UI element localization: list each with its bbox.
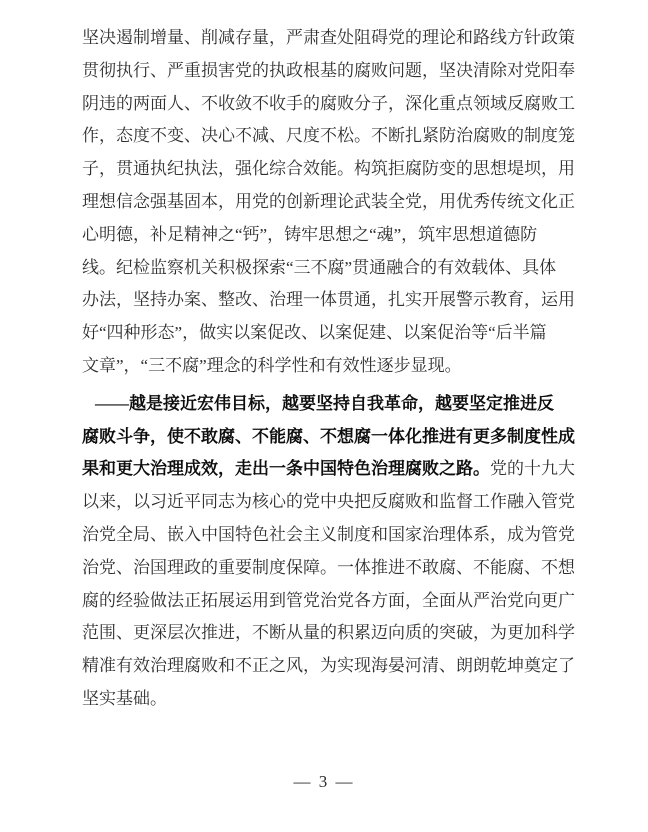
text-line: 贯彻执行、严重损害党的执政根基的腐败问题，坚决清除对党阳奉: [82, 60, 575, 80]
paragraph-2: [82, 388, 582, 716]
regular-segment: 党的十九大: [490, 459, 575, 479]
text-line: 范围、更深层次推进，不断从量的积累迈向质的突破，为更加科学: [82, 623, 575, 643]
text-line: 治党全局、嵌入中国特色社会主义制度和国家治理体系，成为管党: [82, 524, 575, 544]
text-line: 理想信念强基固本，用党的创新理论武装全党，用优秀传统文化正: [82, 191, 575, 211]
text-line: 精准有效治理腐败和不正之风，为实现海晏河清、朗朗乾坤奠定了: [82, 656, 575, 676]
text-line: 坚决遏制增量、削减存量，严肃查处阻碍党的理论和路线方针政策: [82, 28, 575, 47]
text-line-mixed: [82, 453, 582, 486]
text-line: 治党、治国理政的重要制度保障。一体推进不敢腐、不能腐、不想: [82, 557, 575, 577]
text-line: 子，贯通执纪执法，强化综合效能。构筑拒腐防变的思想堤坝，用: [82, 159, 575, 179]
document-content: [82, 22, 582, 716]
text-line: 好“四种形态”，做实以案促改、以案促建、以案促治等“后半篇: [82, 323, 547, 343]
text-line-bold: 腐败斗争，使不敢腐、不能腐、不想腐一体化推进有更多制度性成: [82, 426, 575, 446]
text-line: 阴违的两面人、不收敛不收手的腐败分子，深化重点领域反腐败工: [82, 93, 575, 113]
bold-segment: 果和更大治理成效，走出一条中国特色治理腐败之路。: [82, 459, 490, 479]
paragraph-1: [82, 22, 582, 383]
text-line: 办法，坚持办案、整改、治理一体贯通，扎实开展警示教育，运用: [82, 290, 575, 310]
text-line: 腐的经验做法正拓展运用到管党治党各方面，全面从严治党向更广: [82, 590, 575, 610]
text-line: 文章”，“三不腐”理念的科学性和有效性逐步显现。: [82, 355, 462, 375]
text-line-bold: ——越是接近宏伟目标，越要坚持自我革命，越要坚定推进反: [95, 393, 554, 413]
text-line: 作，态度不变、决心不减、尺度不松。不断扎紧防治腐败的制度笼: [82, 126, 575, 146]
page-number: — 3 —: [293, 772, 355, 791]
text-line: 以来，以习近平同志为核心的党中央把反腐败和监督工作融入管党: [82, 492, 575, 512]
text-line: 心明德，补足精神之“钙”，铸牢思想之“魂”，筑牢思想道德防: [82, 224, 538, 244]
text-line: 坚实基础。: [82, 688, 167, 708]
text-line: 线。纪检监察机关积极探索“三不腐”贯通融合的有效载体、具体: [82, 257, 557, 277]
